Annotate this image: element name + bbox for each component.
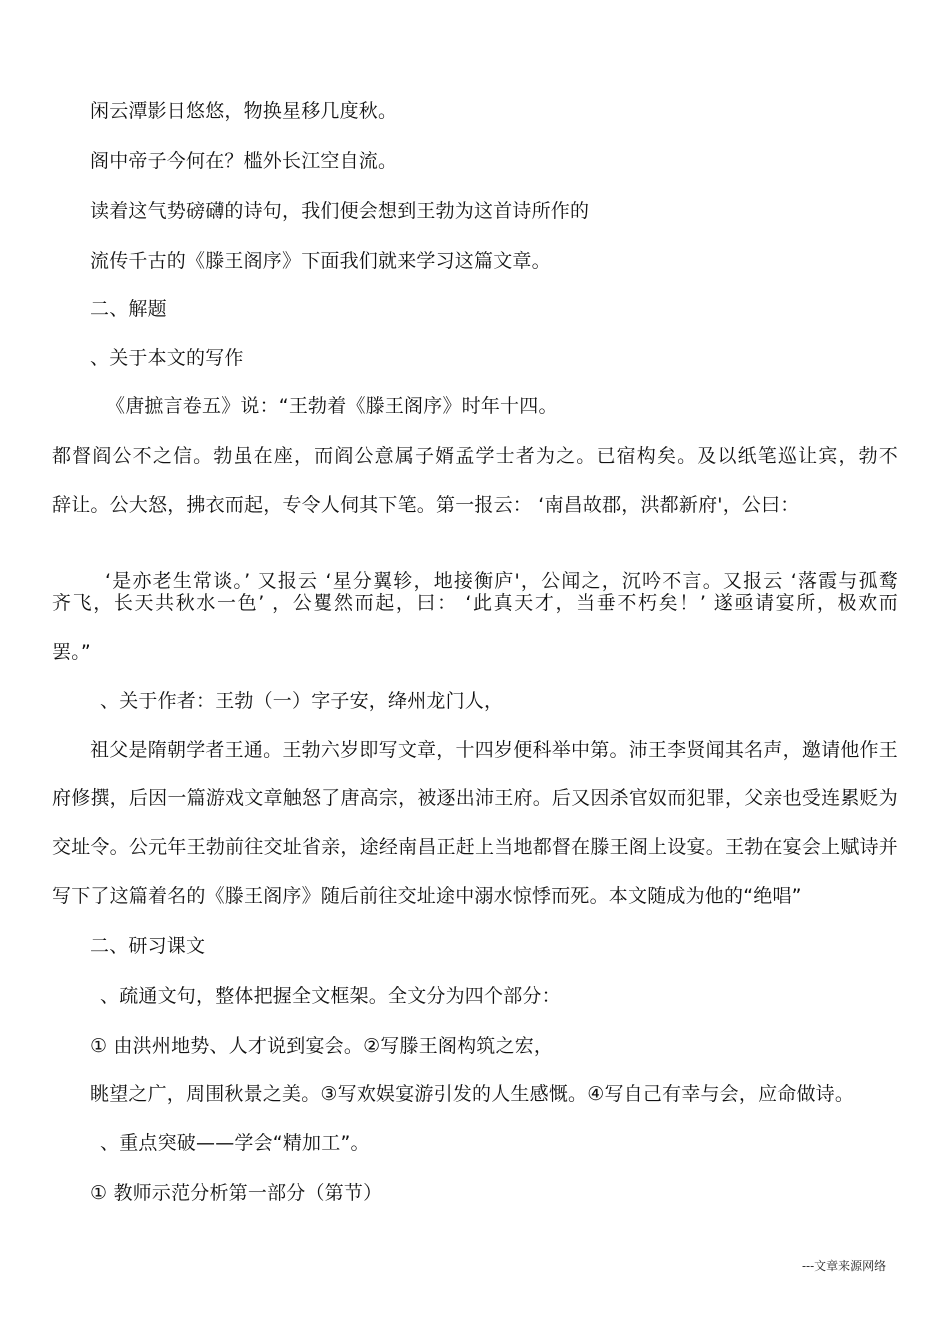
outline-line-1: ① 由洪州地势、人才说到宴会。②写滕王阁构筑之宏， bbox=[90, 1035, 554, 1057]
teacher-demo-line: ① 教师示范分析第一部分（第节） bbox=[90, 1182, 383, 1204]
paragraph-line: 府修撰，后因一篇游戏文章触怒了唐高宗，被逐出沛王府。后又因杀官奴而犯罪，父亲也受连累贬为 bbox=[52, 787, 898, 809]
paragraph-line: ‘是亦老生常谈。’ 又报云 ‘星分翼轸，地接衡庐'，公闻之，沉吟不言。又报云 ‘落霞与孤鹜 bbox=[105, 570, 898, 592]
paragraph-line: 辞让。公大怒，拂衣而起，专令人伺其下笔。第一报云： ‘南昌故郡，洪都新府'，公曰： bbox=[52, 494, 800, 516]
subheading-focus: 、重点突破——学会“精加工”。 bbox=[100, 1132, 370, 1154]
paragraph-line: 都督阎公不之信。勃虽在座，而阎公意属子婿孟学士者为之。已宿构矣。及以纸笔巡让宾，勃不 bbox=[52, 445, 898, 467]
outline-line-2: 眺望之广，周围秋景之美。③写欢娱宴游引发的人生感慨。④写自己有幸与会，应命做诗。 bbox=[90, 1083, 855, 1105]
subheading-framework: 、疏通文句，整体把握全文框架。全文分为四个部分： bbox=[100, 985, 561, 1007]
paragraph-line: 罢。” bbox=[52, 641, 91, 663]
paragraph-line: 交址令。公元年王勃前往交址省亲，途经南昌正赶上当地都督在滕王阁上设宴。王勃在宴会上赋诗并 bbox=[52, 836, 898, 858]
intro-line-1: 读着这气势磅礴的诗句，我们便会想到王勃为这首诗所作的 bbox=[90, 200, 590, 222]
paragraph-line: 写下了这篇着名的《滕王阁序》随后前往交址途中溺水惊悸而死。本文随成为他的“绝唱” bbox=[52, 885, 802, 907]
poem-line-1: 闲云潭影日悠悠，物换星移几度秋。 bbox=[90, 100, 398, 122]
intro-line-2: 流传千古的《滕王阁序》下面我们就来学习这篇文章。 bbox=[90, 250, 551, 272]
subheading-writing: 、关于本文的写作 bbox=[90, 347, 244, 369]
section-heading-yanxi: 二、研习课文 bbox=[90, 935, 206, 957]
paragraph-line: 齐飞，长天共秋水一色’ ，公矍然而起，曰： ‘此真天才，当垂不朽矣！’ 遂亟请宴所，极欢而 bbox=[52, 592, 898, 614]
quote-line: 《唐摭言卷五》说：“王勃着《滕王阁序》时年十四。 bbox=[106, 395, 558, 417]
subheading-author: 、关于作者：王勃（一）字子安，绛州龙门人， bbox=[100, 690, 504, 712]
footer-source: ---文章来源网络 bbox=[802, 1259, 887, 1273]
paragraph-line: 祖父是隋朝学者王通。王勃六岁即写文章，十四岁便科举中第。沛王李贤闻其名声，邀请他作王 bbox=[90, 739, 898, 761]
poem-line-2: 阁中帝子今何在？槛外长江空自流。 bbox=[90, 150, 398, 172]
section-heading-jieti: 二、解题 bbox=[90, 298, 167, 320]
